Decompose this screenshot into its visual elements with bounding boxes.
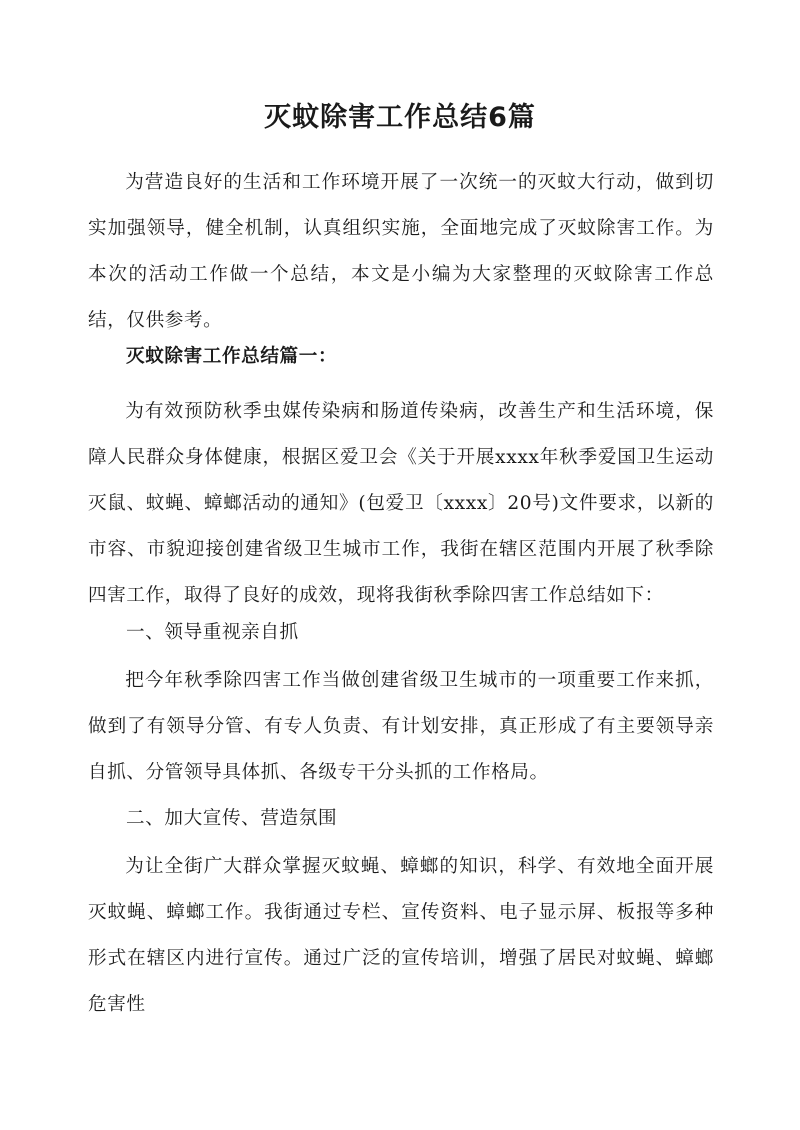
intro-paragraph: 为营造良好的生活和工作环境开展了一次统一的灭蚊大行动，做到切实加强领导，健全机制，认真组织实施，全面地完成了灭蚊除害工作。为本次的活动工作做一个总结，本文是小编为大家整理的灭蚊除害工作总结，仅供参考。 bbox=[88, 172, 714, 331]
point1-paragraph: 把今年秋季除四害工作当做创建省级卫生城市的一项重要工作来抓，做到了有领导分管、有专人负责、有计划安排，真正形成了有主要领导亲自抓、分管领导具体抓、各级专干分头抓的工作格局。 bbox=[88, 670, 714, 783]
document-title: 灭蚊除害工作总结6篇 bbox=[264, 102, 536, 133]
section1-paragraph: 为有效预防秋季虫媒传染病和肠道传染病，改善生产和生活环境，保障人民群众身体健康，根据区爱卫会《关于开展xxxx年秋季爱国卫生运动灭鼠、蚊蝇、蟑螂活动的通知》(包爱卫〔xxxx〕20号)文件要求，以新的市容、市貌迎接创建省级卫生城市工作，我街在辖区范围内开展了秋季除四害工作，取得了良好的成效，现将我街秋季除四害工作总结如下： bbox=[88, 401, 714, 606]
point2-paragraph: 为让全街广大群众掌握灭蚊蝇、蟑螂的知识，科学、有效地全面开展灭蚊蝇、蟑螂工作。我街通过专栏、宣传资料、电子显示屏、板报等多种形式在辖区内进行宣传。通过广泛的宣传培训，增强了居民对蚊蝇、蟑螂危害性 bbox=[88, 856, 714, 1015]
point1-heading: 一、领导重视亲自抓 bbox=[126, 622, 299, 643]
section1-heading: 灭蚊除害工作总结篇一： bbox=[126, 346, 338, 367]
point2-heading: 二、加大宣传、营造氛围 bbox=[126, 808, 338, 829]
